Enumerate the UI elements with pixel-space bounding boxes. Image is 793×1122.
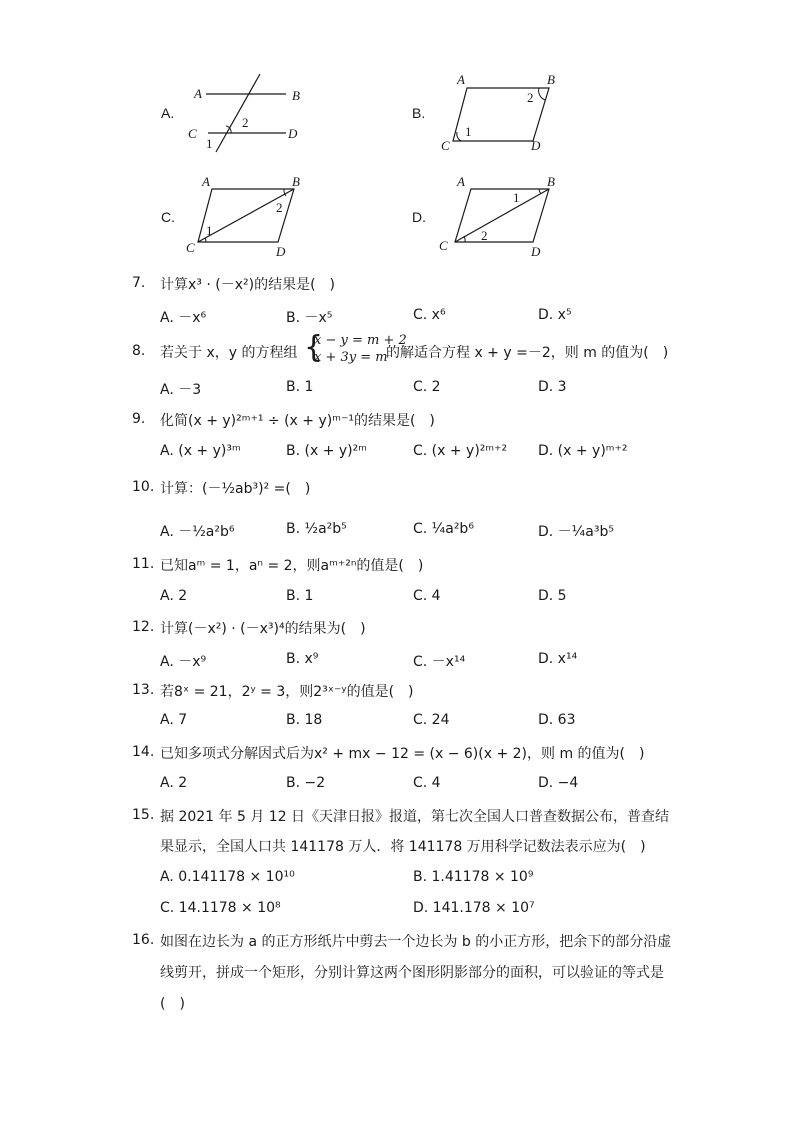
equation-1: x − y = m + 2 xyxy=(314,333,407,348)
question-number: 9. xyxy=(132,411,146,427)
question-text: 若关于 x，y 的方程组 xyxy=(160,345,298,361)
option-d: D. x⁵ xyxy=(538,307,572,323)
option-a: A. －x⁹ xyxy=(160,654,207,670)
question-text-line-1: 据 2021 年 5 月 12 日《天津日报》报道，第七次全国人口普查数据公布，普查结 xyxy=(160,809,670,825)
options-row-1 xyxy=(160,869,640,891)
point-b: B xyxy=(292,174,300,189)
option-c: C. 2 xyxy=(413,379,441,395)
options xyxy=(160,775,640,797)
point-a: A xyxy=(194,86,202,101)
point-a: A xyxy=(457,174,465,189)
option-d: D. 141.178 × 10⁷ xyxy=(413,900,535,916)
question-text-after: 的解适合方程 x + y =－2，则 m 的值为( ) xyxy=(386,345,669,361)
option-c: C. 4 xyxy=(413,775,441,791)
option-b: B. 1.41178 × 10⁹ xyxy=(413,869,534,885)
options xyxy=(160,307,640,329)
question-number: 16. xyxy=(132,932,155,948)
option-b: B. 18 xyxy=(286,712,323,728)
options xyxy=(160,443,640,465)
option-a: A. －½a²b⁶ xyxy=(160,524,235,540)
option-a: A. (x + y)³ᵐ xyxy=(160,443,241,459)
question-text: 计算x³ · (－x²)的结果是( ) xyxy=(160,277,335,293)
option-b: B. x⁹ xyxy=(286,651,319,667)
point-c: C xyxy=(186,240,195,255)
options xyxy=(160,588,640,610)
question-text-line-2: 果显示，全国人口共 141178 万人．将 141178 万用科学记数法表示应为( ) xyxy=(160,839,646,855)
question-text: 计算(－x²) · (－x³)⁴的结果为( ) xyxy=(160,621,366,637)
point-a: A xyxy=(202,174,210,189)
question-text: 已知aᵐ = 1，aⁿ = 2，则aᵐ⁺²ⁿ的值是( ) xyxy=(160,558,424,574)
options xyxy=(160,651,640,673)
question-text: 已知多项式分解因式后为x² + mx − 12 = (x − 6)(x + 2)，则 m 的值为( ) xyxy=(160,746,645,762)
option-b: B. 1 xyxy=(286,379,314,395)
question-number: 7. xyxy=(132,275,146,291)
angle-2: 2 xyxy=(527,90,534,105)
figure-a-parallel-lines xyxy=(180,70,320,155)
question-number: 15. xyxy=(132,807,155,823)
point-c: C xyxy=(188,126,197,141)
option-d: D. 5 xyxy=(538,588,567,604)
angle-2: 2 xyxy=(481,228,488,243)
point-a: A xyxy=(457,72,465,87)
option-b: B. −2 xyxy=(286,775,326,791)
point-d: D xyxy=(288,126,298,141)
option-b: B. 1 xyxy=(286,588,314,604)
angle-1: 1 xyxy=(206,136,213,151)
brace-icon: { xyxy=(304,330,324,365)
point-b: B xyxy=(547,174,555,189)
question-number: 8. xyxy=(132,343,146,359)
option-a: A. －3 xyxy=(160,382,202,398)
angle-2: 2 xyxy=(276,200,283,215)
option-b: B. ½a²b⁵ xyxy=(286,521,347,537)
equation-2: x + 3y = m xyxy=(314,350,388,365)
option-a: A. 2 xyxy=(160,588,188,604)
option-a: A. －x⁶ xyxy=(160,310,207,326)
option-a: A. 0.141178 × 10¹⁰ xyxy=(160,869,295,885)
option-b: B. (x + y)²ᵐ xyxy=(286,443,367,459)
option-b: B. －x⁵ xyxy=(286,310,333,326)
option-c: C. －x¹⁴ xyxy=(413,654,466,670)
point-b: B xyxy=(292,88,300,103)
angle-1: 1 xyxy=(206,223,213,238)
option-d: D. 63 xyxy=(538,712,576,728)
option-d: D. −4 xyxy=(538,775,579,791)
point-c: C xyxy=(441,138,450,153)
question-text: 计算：(－½ab³)² =( ) xyxy=(160,481,311,497)
option-d: D. －¼a³b⁵ xyxy=(538,524,614,540)
point-d: D xyxy=(531,138,541,153)
figure-d-label: D. xyxy=(412,209,426,225)
options xyxy=(160,712,640,734)
question-text-line-3: ( ) xyxy=(160,996,185,1012)
figure-b-parallelogram xyxy=(435,70,575,155)
option-c: C. 4 xyxy=(413,588,441,604)
option-d: D. (x + y)ᵐ⁺² xyxy=(538,443,628,459)
angle-2: 2 xyxy=(242,115,249,130)
option-c: C. 14.1178 × 10⁸ xyxy=(160,900,281,916)
question-text: 化简(x + y)²ᵐ⁺¹ ÷ (x + y)ᵐ⁻¹的结果是( ) xyxy=(160,413,435,429)
option-a: A. 2 xyxy=(160,775,188,791)
question-text-line-1: 如图在边长为 a 的正方形纸片中剪去一个边长为 b 的小正方形，把余下的部分沿虚 xyxy=(160,934,672,950)
option-c: C. 24 xyxy=(413,712,450,728)
point-d: D xyxy=(276,244,286,259)
option-c: C. (x + y)²ᵐ⁺² xyxy=(413,443,508,459)
options xyxy=(160,521,640,543)
figure-d-parallelogram-diagonal xyxy=(435,172,575,260)
question-number: 12. xyxy=(132,619,155,635)
point-d: D xyxy=(531,244,541,259)
figure-a-label: A. xyxy=(161,105,175,121)
figure-c-label: C. xyxy=(161,209,175,225)
question-number: 13. xyxy=(132,682,155,698)
figure-b-label: B. xyxy=(412,105,426,121)
angle-1: 1 xyxy=(513,190,520,205)
question-number: 14. xyxy=(132,744,155,760)
option-c: C. ¼a²b⁶ xyxy=(413,521,474,537)
point-b: B xyxy=(547,72,555,87)
option-d: D. 3 xyxy=(538,379,567,395)
option-c: C. x⁶ xyxy=(413,307,446,323)
options-row-2 xyxy=(160,900,640,922)
question-text: 若8ˣ = 21，2ʸ = 3，则2³ˣ⁻ʸ的值是( ) xyxy=(160,684,414,700)
option-a: A. 7 xyxy=(160,712,188,728)
option-d: D. x¹⁴ xyxy=(538,651,578,667)
options xyxy=(160,379,640,401)
figure-c-parallelogram-diagonal xyxy=(180,172,320,260)
angle-1: 1 xyxy=(465,124,472,139)
question-text-line-2: 线剪开，拼成一个矩形，分别计算这两个图形阴影部分的面积，可以验证的等式是 xyxy=(160,965,664,981)
point-c: C xyxy=(439,238,448,253)
question-number: 11. xyxy=(132,556,155,572)
question-number: 10. xyxy=(132,479,155,495)
